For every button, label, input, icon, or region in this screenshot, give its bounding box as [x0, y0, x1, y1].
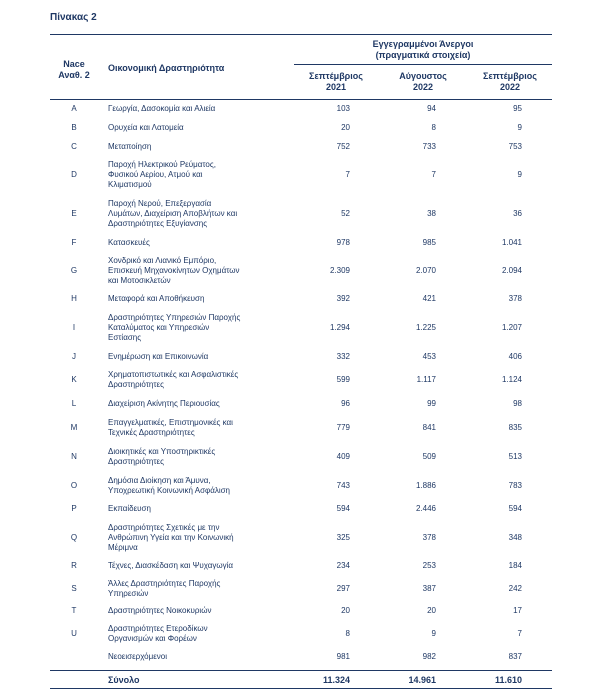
- row-value-aug-2022: 1.117: [416, 375, 436, 384]
- row-activity: [98, 418, 288, 438]
- row-value-sep-2021: 96: [341, 398, 350, 408]
- row-value-sep-2021: 325: [336, 532, 350, 542]
- row-activity-line: Μεταφορά και Αποθήκευση: [108, 294, 205, 303]
- row-activity-line: Παροχή Ηλεκτρικού Ρεύματος,: [108, 160, 216, 169]
- row-nace-code: G: [70, 265, 78, 275]
- row-value-sep-2021: 234: [336, 561, 350, 570]
- row-activity-line: Φυσικού Αερίου, Ατμού και: [108, 170, 203, 179]
- row-activity-line: Υποχρεωτική Κοινωνική Ασφάλιση: [108, 486, 231, 495]
- total-label: Σύνολο: [108, 674, 140, 685]
- header-group-line1: Εγγεγραμμένοι Άνεργοι: [372, 39, 474, 49]
- row-activity-line: Γεωργία, Δασοκομία και Αλιεία: [108, 104, 216, 113]
- row-activity: [98, 476, 288, 496]
- row-value-sep-2021: 332: [336, 352, 350, 361]
- row-activity-line: Νεοεισερχόμενοι: [108, 652, 168, 661]
- row-value-sep-2022: 837: [508, 652, 522, 661]
- table-row: [50, 648, 552, 666]
- header-col3-year: 2022: [499, 82, 521, 92]
- row-activity-line: Τεχνικές Δραστηριότητες: [108, 427, 195, 437]
- row-value-sep-2021: 2.309: [329, 265, 350, 275]
- row-value-sep-2021: 752: [336, 141, 350, 151]
- row-nace-code: L: [71, 398, 77, 408]
- table-row: [50, 156, 552, 194]
- table-title: Πίνακας 2: [50, 12, 97, 23]
- row-value-aug-2022: 20: [427, 606, 436, 615]
- table-header: [50, 35, 552, 100]
- header-col-sep-2021: [294, 71, 378, 93]
- row-activity-line: Καταλύματος και Υπηρεσιών: [108, 323, 210, 332]
- row-activity-line: Κατασκευές: [108, 237, 150, 247]
- row-value-sep-2021: 392: [336, 294, 350, 303]
- table-row: [50, 472, 552, 500]
- row-activity-line: Δραστηριότητες Νοικοκυριών: [108, 606, 212, 615]
- total-sep-2021: 11.324: [322, 674, 350, 685]
- row-activity-line: Δημόσια Διοίκηση και Άμυνα,: [108, 476, 211, 485]
- row-nace-code: C: [71, 141, 77, 151]
- table-row: [50, 518, 552, 557]
- row-value-aug-2022: 841: [422, 422, 436, 432]
- row-activity: [98, 606, 288, 616]
- header-col2-year: 2022: [412, 82, 434, 92]
- row-value-sep-2021: 8: [345, 629, 350, 638]
- row-activity-line: Μέριμνα: [108, 542, 138, 552]
- row-nace-code: K: [71, 375, 77, 384]
- row-value-sep-2022: 7: [517, 629, 522, 638]
- row-nace-code: J: [72, 352, 76, 361]
- row-value-sep-2021: 599: [336, 375, 350, 384]
- total-row: [50, 670, 552, 689]
- row-nace-code: F: [71, 237, 77, 247]
- row-activity: [98, 352, 288, 362]
- row-activity-line: Δραστηριότητες Σχετικές με την: [108, 522, 220, 532]
- row-value-aug-2022: 94: [427, 104, 436, 113]
- row-nace-code: A: [71, 104, 77, 113]
- row-value-sep-2021: 103: [336, 104, 350, 113]
- row-value-aug-2022: 99: [427, 398, 436, 408]
- row-activity: [98, 123, 288, 133]
- unemployment-table: [50, 34, 552, 689]
- row-value-aug-2022: 253: [422, 561, 436, 570]
- table-row: [50, 194, 552, 234]
- table-row: [50, 308, 552, 348]
- row-nace-code: U: [71, 629, 77, 638]
- header-nace-line1: Nace: [63, 59, 85, 69]
- row-value-aug-2022: 1.225: [415, 323, 436, 332]
- row-activity: [98, 504, 288, 514]
- table-row: [50, 118, 552, 137]
- row-nace-code: N: [71, 452, 77, 461]
- row-activity-line: Ενημέρωση και Επικοινωνία: [108, 352, 209, 361]
- row-activity-line: και Μοτοσικλετών: [108, 275, 171, 285]
- row-value-sep-2022: 753: [508, 141, 522, 151]
- table-row: [50, 348, 552, 366]
- row-activity: [98, 579, 288, 599]
- row-value-sep-2022: 9: [517, 170, 522, 179]
- row-value-sep-2021: 20: [341, 122, 350, 132]
- total-aug-2022: 14.961: [408, 674, 436, 685]
- row-value-sep-2021: 1.294: [329, 323, 350, 332]
- row-nace-code: S: [71, 583, 77, 593]
- row-value-sep-2021: 409: [336, 452, 350, 461]
- header-registered-unemployed: [294, 39, 552, 65]
- row-value-sep-2022: 17: [513, 606, 522, 615]
- header-col1-year: 2021: [325, 82, 347, 92]
- row-value-aug-2022: 421: [422, 294, 436, 303]
- row-activity-line: Άλλες Δραστηριότητες Παροχής: [108, 578, 221, 588]
- row-activity-line: Δραστηριότητες Ετεροδίκων: [108, 624, 208, 633]
- row-value-sep-2021: 594: [336, 504, 350, 513]
- row-nace-code: I: [72, 323, 76, 332]
- row-activity-line: Δραστηριότητες: [108, 457, 164, 466]
- row-value-aug-2022: 982: [422, 652, 436, 661]
- row-value-sep-2022: 1.041: [501, 237, 522, 247]
- row-nace-code: H: [71, 294, 77, 303]
- row-value-sep-2021: 981: [336, 652, 350, 661]
- row-value-sep-2021: 779: [336, 422, 350, 432]
- row-activity-line: Χρηματοπιστωτικές και Ασφαλιστικές: [108, 370, 239, 379]
- row-nace-code: O: [70, 481, 78, 490]
- row-activity-line: Ορυχεία και Λατομεία: [108, 122, 184, 132]
- row-activity-line: Δραστηριότητες: [108, 380, 164, 389]
- table-row: [50, 366, 552, 394]
- row-activity-line: Δραστηριότητες Υπηρεσιών Παροχής: [108, 313, 241, 322]
- header-col1-month: Σεπτέμβριος: [309, 71, 363, 81]
- table-row: [50, 442, 552, 472]
- total-sep-2022: 11.610: [494, 674, 522, 685]
- row-activity: [98, 447, 288, 467]
- row-value-sep-2022: 2.094: [501, 265, 522, 275]
- row-value-aug-2022: 387: [422, 583, 436, 593]
- row-value-sep-2022: 513: [508, 452, 522, 461]
- row-value-sep-2021: 978: [336, 237, 350, 247]
- row-activity-line: Λυμάτων, Διαχείριση Αποβλήτων και: [108, 209, 238, 218]
- table-row: [50, 413, 552, 442]
- row-activity-line: Οργανισμών και Φορέων: [108, 634, 197, 643]
- table-row: [50, 137, 552, 156]
- row-value-aug-2022: 9: [431, 629, 436, 638]
- row-activity-line: Διοικητικές και Υποστηρικτικές: [108, 447, 216, 456]
- header-col3-month: Σεπτέμβριος: [483, 71, 537, 81]
- table-row: [50, 620, 552, 648]
- row-value-sep-2022: 594: [508, 504, 522, 513]
- row-activity-line: Τέχνες, Διασκέδαση και Ψυχαγωγία: [108, 561, 233, 570]
- table-row: [50, 394, 552, 413]
- row-activity-line: Επαγγελματικές, Επιστημονικές και: [108, 417, 233, 427]
- row-activity-line: Μεταποίηση: [108, 141, 152, 151]
- table-row: [50, 100, 552, 118]
- row-value-sep-2022: 783: [508, 481, 522, 490]
- row-value-aug-2022: 2.446: [415, 504, 436, 513]
- row-activity: [98, 399, 288, 409]
- row-activity: [98, 624, 288, 644]
- row-value-aug-2022: 733: [422, 141, 436, 151]
- row-activity: [98, 160, 288, 190]
- header-col-sep-2022: [468, 71, 552, 93]
- row-nace-code: Q: [70, 532, 78, 542]
- row-activity-line: Δραστηριότητες Εξυγίανσης: [108, 219, 208, 228]
- row-activity: [98, 652, 288, 662]
- header-col-aug-2022: [381, 71, 465, 93]
- row-value-aug-2022: 985: [422, 237, 436, 247]
- row-value-sep-2022: 184: [508, 561, 522, 570]
- row-activity-line: Ανθρώπινη Υγεία και την Κοινωνική: [108, 532, 234, 542]
- row-activity-line: Επισκευή Μηχανοκίνητων Οχημάτων: [108, 265, 240, 275]
- table-row: [50, 234, 552, 251]
- row-activity: [98, 294, 288, 304]
- row-activity: [98, 104, 288, 114]
- row-nace-code: M: [70, 422, 78, 432]
- row-value-sep-2022: 835: [508, 422, 522, 432]
- row-value-sep-2022: 98: [513, 398, 522, 408]
- row-value-sep-2022: 378: [508, 294, 522, 303]
- header-group-line2: (πραγματικά στοιχεία): [375, 50, 471, 60]
- row-value-sep-2022: 1.124: [501, 375, 522, 384]
- row-activity-line: Εκπαίδευση: [108, 504, 151, 513]
- row-value-sep-2021: 297: [336, 583, 350, 593]
- row-activity: [98, 523, 288, 553]
- row-activity: [98, 238, 288, 248]
- row-activity: [98, 256, 288, 286]
- row-value-sep-2022: 242: [508, 583, 522, 593]
- row-activity-line: Εστίασης: [108, 333, 142, 342]
- row-value-aug-2022: 509: [422, 452, 436, 461]
- row-value-sep-2022: 9: [517, 122, 522, 132]
- row-value-sep-2022: 95: [513, 104, 522, 113]
- row-value-sep-2022: 348: [508, 532, 522, 542]
- header-nace-code: [50, 59, 98, 81]
- row-activity-line: Χονδρικό και Λιανικό Εμπόριο,: [108, 255, 217, 265]
- row-value-aug-2022: 2.070: [415, 265, 436, 275]
- row-value-sep-2021: 7: [345, 170, 350, 179]
- row-value-aug-2022: 453: [422, 352, 436, 361]
- row-value-aug-2022: 38: [427, 209, 436, 218]
- row-activity: [98, 370, 288, 390]
- row-nace-code: P: [71, 504, 77, 513]
- table-body: [50, 100, 552, 666]
- row-activity: [98, 199, 288, 229]
- row-activity-line: Διαχείριση Ακίνητης Περιουσίας: [108, 398, 220, 408]
- row-activity-line: Κλιματισμού: [108, 180, 152, 189]
- row-value-sep-2022: 36: [513, 209, 522, 218]
- table-row: [50, 602, 552, 620]
- row-activity-line: Παροχή Νερού, Επεξεργασία: [108, 199, 212, 208]
- row-value-aug-2022: 1.886: [415, 481, 436, 490]
- row-value-aug-2022: 378: [422, 532, 436, 542]
- row-value-sep-2022: 1.207: [501, 323, 522, 332]
- row-value-aug-2022: 8: [431, 122, 436, 132]
- row-value-sep-2021: 743: [336, 481, 350, 490]
- row-nace-code: E: [71, 209, 77, 218]
- table-row: [50, 500, 552, 518]
- row-nace-code: D: [71, 170, 77, 179]
- row-value-aug-2022: 7: [431, 170, 436, 179]
- table-row: [50, 557, 552, 575]
- row-activity: [98, 313, 288, 343]
- table-row: [50, 290, 552, 308]
- row-nace-code: T: [71, 606, 77, 615]
- header-col2-month: Αύγουστος: [399, 71, 447, 81]
- row-nace-code: R: [71, 561, 77, 570]
- row-value-sep-2021: 20: [341, 606, 350, 615]
- table-row: [50, 251, 552, 290]
- row-nace-code: B: [71, 122, 77, 132]
- row-value-sep-2021: 52: [341, 209, 350, 218]
- header-nace-line2: Αναθ. 2: [58, 70, 90, 80]
- row-activity-line: Υπηρεσιών: [108, 588, 149, 598]
- table-row: [50, 575, 552, 602]
- row-activity: [98, 561, 288, 571]
- header-activity: Οικονομική Δραστηριότητα: [108, 63, 225, 73]
- row-value-sep-2022: 406: [508, 352, 522, 361]
- row-activity: [98, 142, 288, 152]
